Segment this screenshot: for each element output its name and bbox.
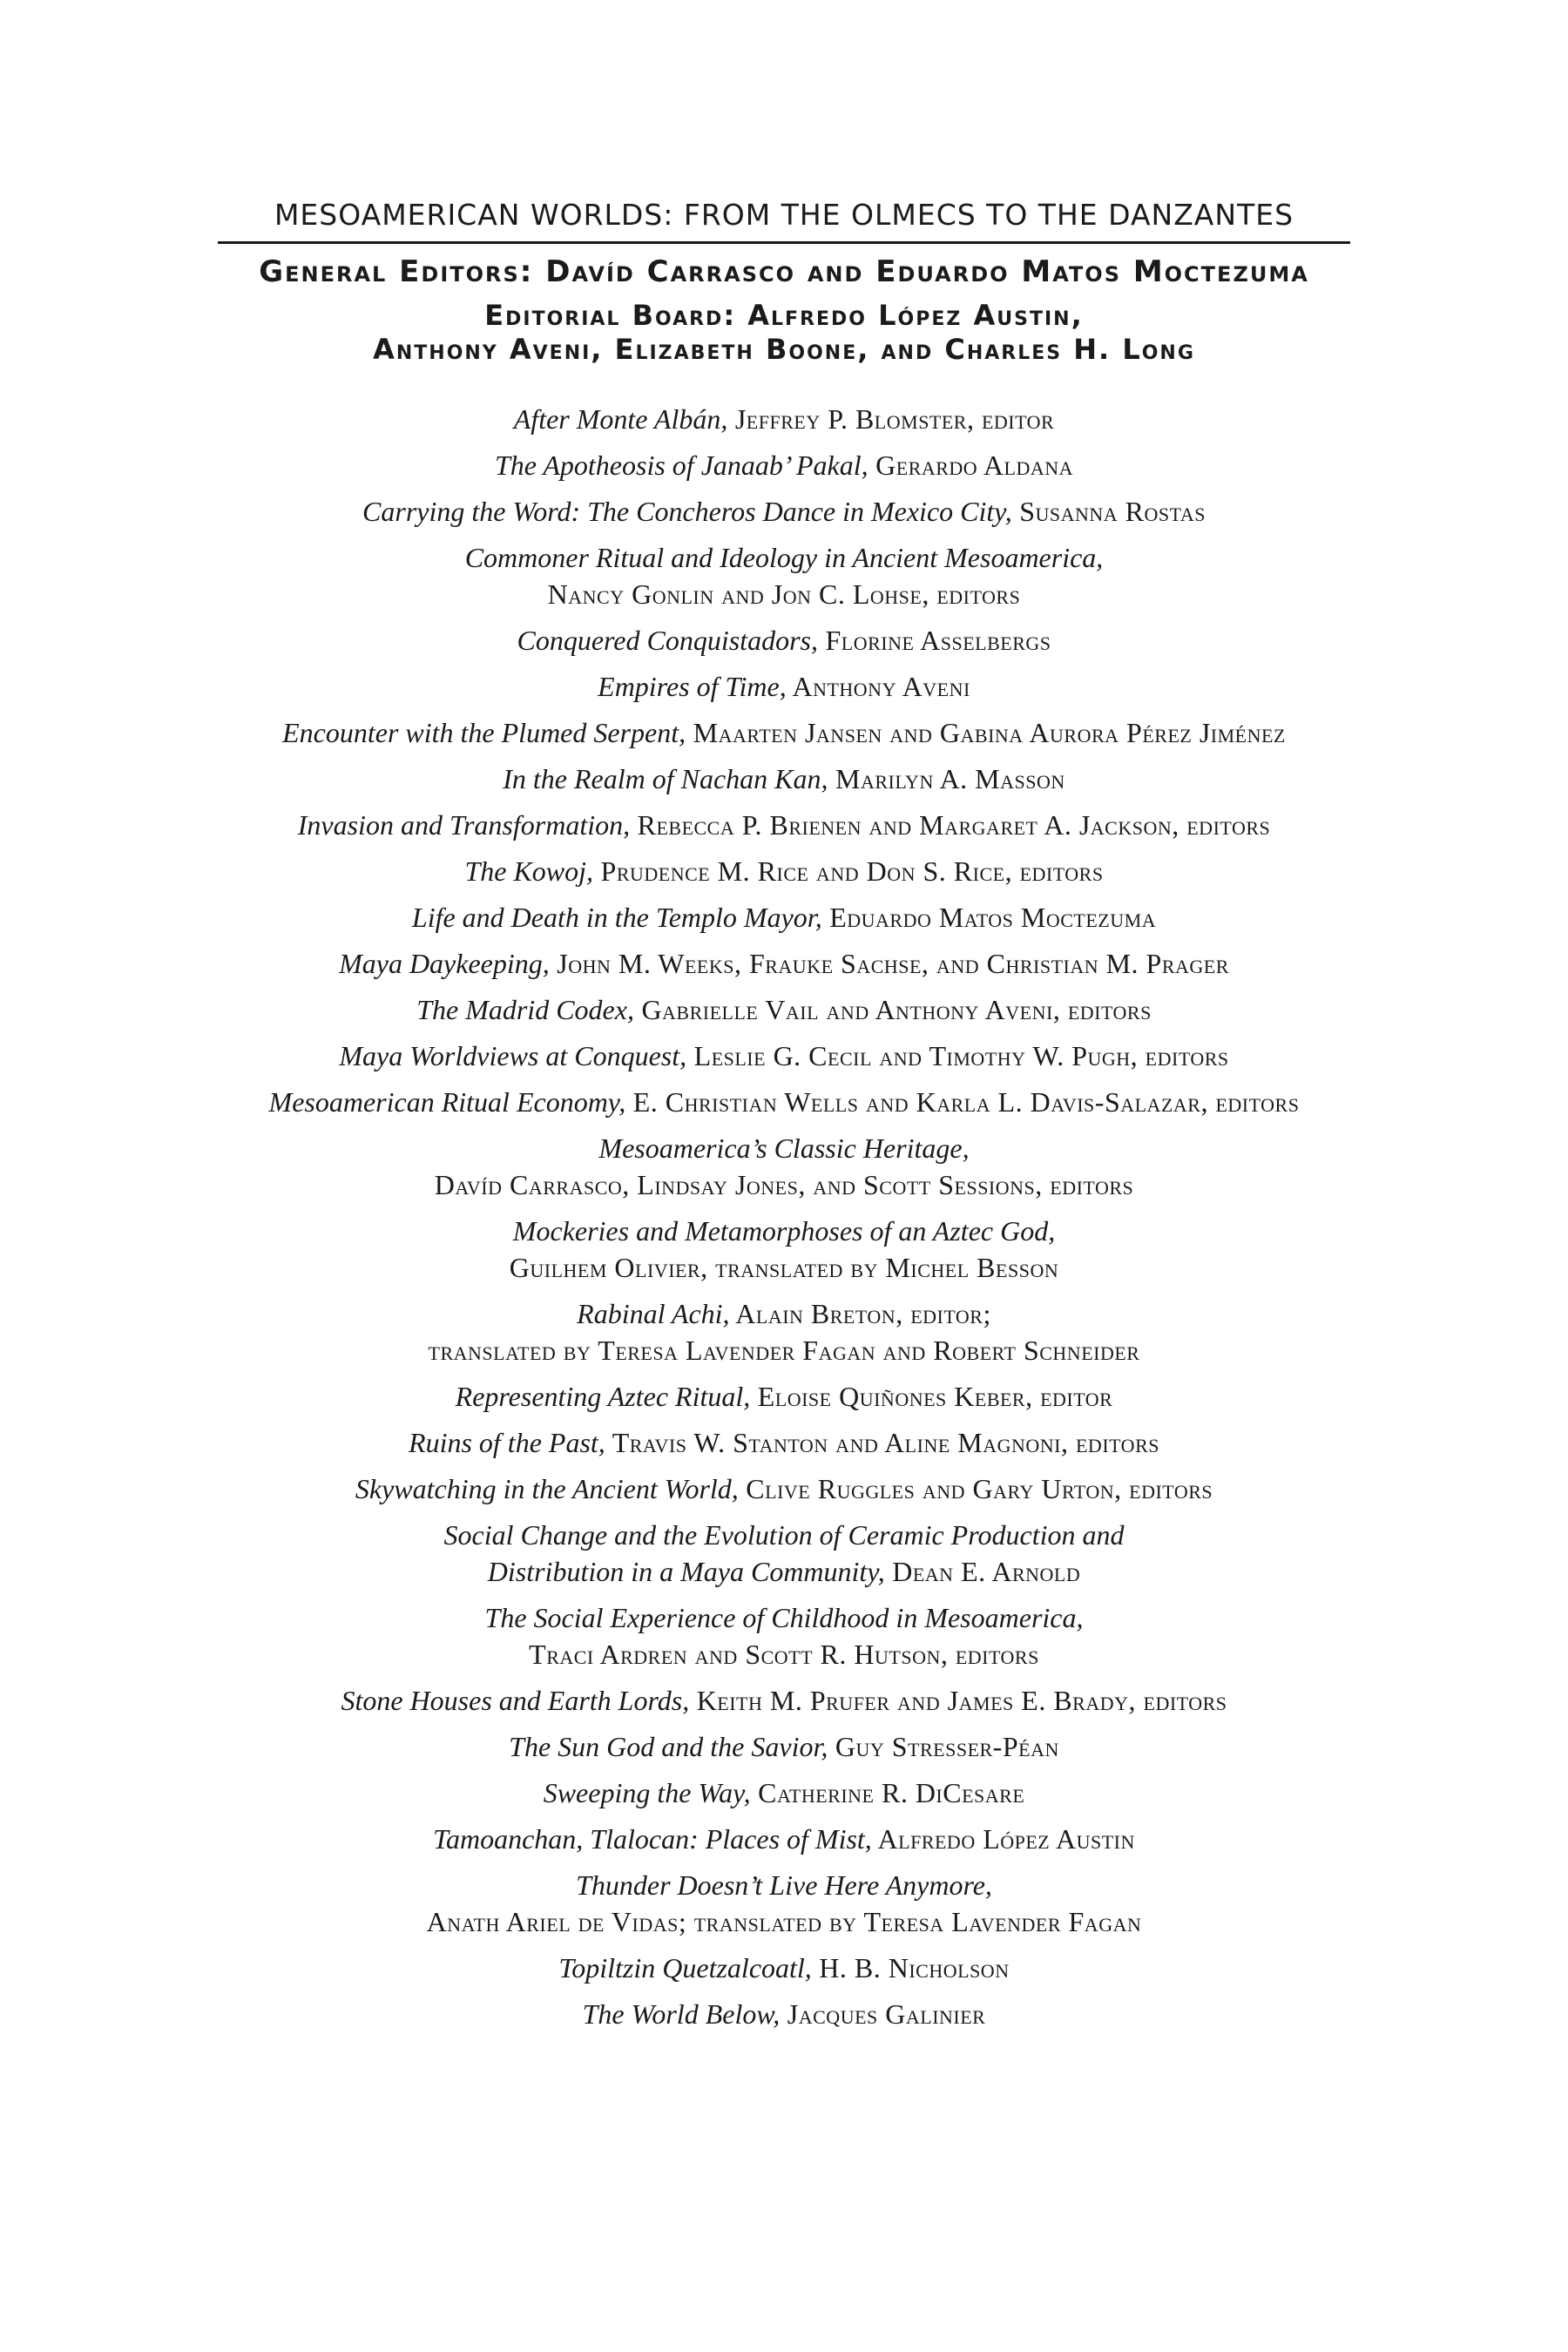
book-title: Commoner Ritual and Ideology in Ancient Mesoamerica, xyxy=(464,542,1104,573)
book-title: Sweeping the Way, xyxy=(543,1777,751,1808)
book-title: The Apotheosis of Janaab’ Pakal, xyxy=(494,449,868,481)
book-title: Tamoanchan, Tlalocan: Places of Mist, xyxy=(433,1823,872,1855)
editorial-board xyxy=(218,299,1350,367)
book-author: Nancy Gonlin and Jon C. Lohse, editors xyxy=(547,578,1021,610)
book-author: Eloise Quiñones Keber, editor xyxy=(750,1381,1113,1412)
book-list xyxy=(131,401,1437,2042)
book-author: Susanna Rostas xyxy=(1011,496,1206,527)
book-entry xyxy=(131,1470,1437,1507)
book-title: Ruins of the Past, xyxy=(409,1427,605,1458)
book-entry xyxy=(131,714,1437,751)
book-entry xyxy=(131,1037,1437,1074)
book-title-continued: Distribution in a Maya Community, xyxy=(487,1556,885,1587)
book-author: Jeffrey P. Blomster, editor xyxy=(727,403,1055,435)
book-author: John M. Weeks, Frauke Sachse, and Christian M. Prager xyxy=(549,948,1229,979)
book-entry xyxy=(131,807,1437,843)
book-title: Life and Death in the Templo Mayor, xyxy=(411,902,822,933)
book-title: Social Change and the Evolution of Ceramic Production and xyxy=(443,1519,1125,1551)
series-header xyxy=(218,200,1350,367)
book-entry xyxy=(131,622,1437,659)
book-entry xyxy=(131,1728,1437,1765)
book-author: Clive Ruggles and Gary Urton, editors xyxy=(738,1473,1213,1504)
book-author: Anath Ariel de Vidas; translated by Teresa Lavender Fagan xyxy=(426,1906,1142,1937)
book-author: Marilyn A. Masson xyxy=(828,763,1065,794)
book-author: Alain Breton, editor; xyxy=(729,1298,991,1329)
book-title: The Madrid Codex, xyxy=(416,994,634,1025)
book-author: Guilhem Olivier, translated by Michel Besson xyxy=(509,1252,1059,1283)
book-author: Anthony Aveni xyxy=(786,671,970,702)
book-author-continued: translated by Teresa Lavender Fagan and Robert Schneider xyxy=(428,1335,1140,1366)
book-author: Guy Stresser-Péan xyxy=(828,1731,1059,1762)
book-entry xyxy=(131,1084,1437,1120)
book-title: Maya Daykeeping, xyxy=(339,948,550,979)
book-author: Prudence M. Rice and Don S. Rice, editors xyxy=(593,855,1104,887)
book-title: Stone Houses and Earth Lords, xyxy=(341,1685,690,1716)
book-entry xyxy=(131,1295,1437,1369)
book-author: H. B. Nicholson xyxy=(811,1952,1010,1984)
book-author: Jacques Galinier xyxy=(780,1998,986,2030)
book-entry xyxy=(131,447,1437,483)
book-title: Rabinal Achi, xyxy=(577,1298,730,1329)
book-entry xyxy=(131,1599,1437,1673)
series-title: MESOAMERICAN WORLDS: FROM THE OLMECS TO THE DANZANTES xyxy=(218,200,1350,244)
book-entry xyxy=(131,668,1437,705)
book-entry xyxy=(131,1774,1437,1811)
book-entry xyxy=(131,493,1437,530)
book-title: The Kowoj, xyxy=(464,855,594,887)
book-entry xyxy=(131,1682,1437,1719)
book-title: After Monte Albán, xyxy=(513,403,728,435)
book-entry xyxy=(131,991,1437,1028)
book-title: Carrying the Word: The Concheros Dance in Mexico City, xyxy=(362,496,1012,527)
book-author: Rebecca P. Brienen and Margaret A. Jackson, editors xyxy=(630,809,1271,841)
book-entry xyxy=(131,899,1437,936)
book-title: Skywatching in the Ancient World, xyxy=(355,1473,739,1504)
book-entry xyxy=(131,853,1437,889)
editorial-board-line-2: Anthony Aveni, Elizabeth Boone, and Charles H. Long xyxy=(373,332,1195,366)
book-title: Mesoamerica’s Classic Heritage, xyxy=(598,1132,970,1164)
book-title: Topiltzin Quetzalcoatl, xyxy=(558,1952,812,1984)
book-title: The Social Experience of Childhood in Mesoamerica, xyxy=(484,1602,1084,1633)
book-entry xyxy=(131,1950,1437,1986)
book-entry xyxy=(131,1867,1437,1940)
book-author: Florine Asselbergs xyxy=(817,625,1051,656)
book-title: Mockeries and Metamorphoses of an Aztec God, xyxy=(512,1215,1056,1247)
book-entry xyxy=(131,760,1437,797)
book-title: Conquered Conquistadors, xyxy=(517,625,818,656)
book-title: The World Below, xyxy=(582,1998,781,2030)
book-author: Traci Ardren and Scott R. Hutson, editors xyxy=(529,1639,1039,1670)
book-author: Catherine R. DiCesare xyxy=(750,1777,1025,1808)
book-title: Thunder Doesn’t Live Here Anymore, xyxy=(576,1869,992,1901)
book-title: The Sun God and the Savior, xyxy=(509,1731,828,1762)
book-author: Gerardo Aldana xyxy=(868,449,1074,481)
book-author: Gabrielle Vail and Anthony Aveni, editors xyxy=(633,994,1152,1025)
book-author: E. Christian Wells and Karla L. Davis-Salazar, editors xyxy=(625,1086,1300,1118)
book-entry xyxy=(131,1517,1437,1590)
book-entry xyxy=(131,1378,1437,1415)
book-entry xyxy=(131,1424,1437,1461)
book-entry xyxy=(131,539,1437,612)
book-title: In the Realm of Nachan Kan, xyxy=(503,763,828,794)
book-author: Keith M. Prufer and James E. Brady, editors xyxy=(689,1685,1227,1716)
editorial-board-line-1: Editorial Board: Alfredo López Austin, xyxy=(484,298,1084,332)
book-entry xyxy=(131,401,1437,437)
book-entry xyxy=(131,1996,1437,2032)
book-author: Alfredo López Austin xyxy=(871,1823,1135,1855)
book-title: Representing Aztec Ritual, xyxy=(455,1381,751,1412)
book-entry xyxy=(131,1821,1437,1857)
book-author: Eduardo Matos Moctezuma xyxy=(821,902,1157,933)
book-author: Leslie G. Cecil and Timothy W. Pugh, editors xyxy=(686,1040,1229,1071)
book-author: Maarten Jansen and Gabina Aurora Pérez Jiménez xyxy=(686,717,1286,748)
book-author: Davíd Carrasco, Lindsay Jones, and Scott Sessions, editors xyxy=(434,1169,1134,1200)
book-author: Travis W. Stanton and Aline Magnoni, editors xyxy=(605,1427,1159,1458)
book-title: Maya Worldviews at Conquest, xyxy=(339,1040,687,1071)
general-editors: General Editors: Davíd Carrasco and Eduardo Matos Moctezuma xyxy=(259,254,1309,289)
book-entry xyxy=(131,1213,1437,1286)
book-title: Empires of Time, xyxy=(598,671,787,702)
book-author: Dean E. Arnold xyxy=(884,1556,1081,1587)
book-title: Invasion and Transformation, xyxy=(297,809,631,841)
book-title: Encounter with the Plumed Serpent, xyxy=(282,717,686,748)
book-entry xyxy=(131,945,1437,982)
book-entry xyxy=(131,1130,1437,1203)
book-title: Mesoamerican Ritual Economy, xyxy=(268,1086,626,1118)
